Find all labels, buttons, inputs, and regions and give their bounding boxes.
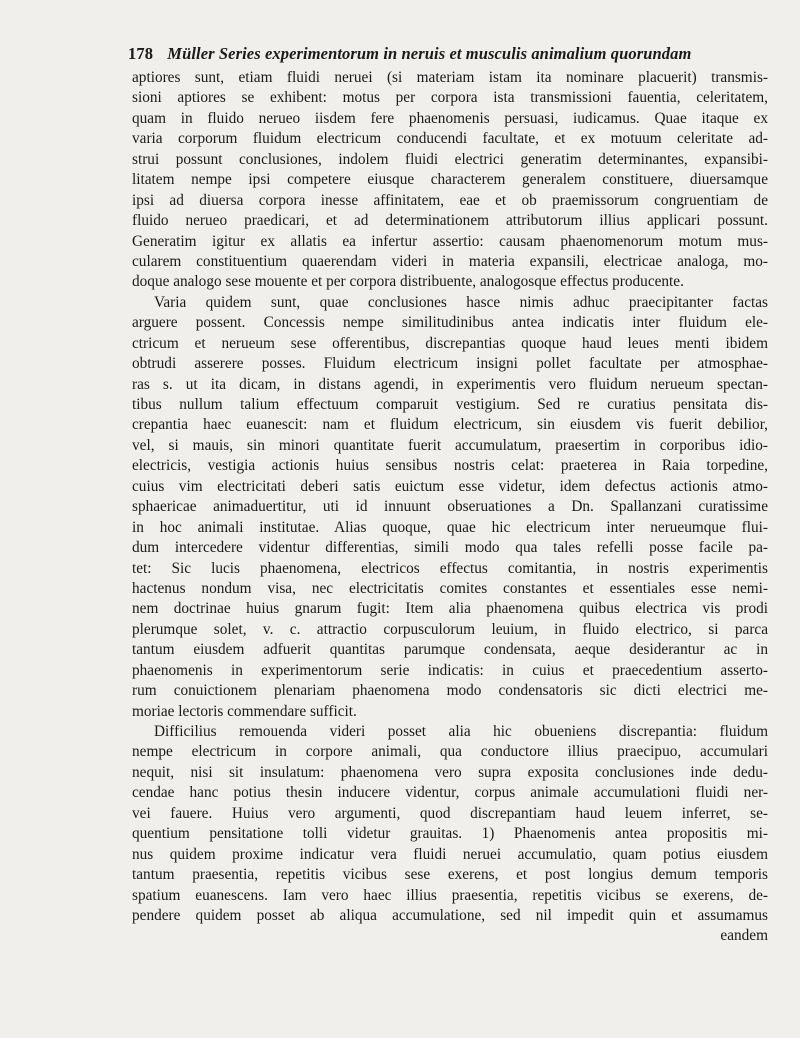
- text-line: Difficilius remouenda videri posset alia hic obueniens discrepantia: fluidum: [154, 723, 768, 740]
- text-line: nus quidem proxime indicatur vera fluidi neruei accumulatio, quam potius eiusdem: [132, 845, 768, 863]
- page-header: [128, 44, 758, 64]
- text-line: Generatim igitur ex allatis ea infertur assertio: causam phaenomenorum motum mus-: [132, 232, 768, 250]
- text-line: ctricum et nerueum sese offerentibus, discrepantias quoque haud leues menti ibidem: [132, 334, 768, 352]
- paragraph: [132, 722, 768, 926]
- text-line: aptiores sunt, etiam fluidi neruei (si materiam istam ita nominare placuerit) transmis-: [132, 69, 768, 86]
- body-text: [132, 68, 768, 947]
- text-line: cendae hanc potius thesin inducere videntur, corpus animale accumulationi fluidi ner-: [132, 784, 768, 802]
- text-line: cularem constituentium quaerendam videri in materia expansili, electricae analoga, mo-: [132, 252, 768, 270]
- text-line: strui possunt conclusiones, indolem fluidi electrici generatim determinantes, expansibi-: [132, 150, 768, 168]
- text-line: nempe electricum in corpore animali, qua conductore illius praecipuo, accumulari: [132, 743, 768, 761]
- text-line: quam in fluido nerueo iisdem fere phaenomenis persuasi, iudicamus. Quae itaque ex: [132, 109, 768, 127]
- text-line: fluido nerueo praedicari, et ad determinationem attributorum illius applicari possunt.: [132, 212, 768, 230]
- text-line: vel, si mauis, sin minori quantitate fuerit accumulatum, praesertim in corporibus idio-: [132, 436, 768, 454]
- text-line: crepantia haec euanescit: nam et fluidum electricum, sin eiusdem vis fuerit debilior,: [132, 416, 768, 434]
- text-line: spatium euanescens. Iam vero haec illius praesentia, repetitis vicibus se exerens, de-: [132, 886, 768, 904]
- text-line: doque analogo sese mouente et per corpora distribuente, analogosque effectus producente.: [132, 273, 684, 291]
- text-line: tibus nullum talium effectuum comparuit vestigium. Sed re curatius pensitata dis-: [132, 396, 768, 413]
- text-line: cuius vim electricitati deberi satis euictum esse videtur, idem defectus actionis atmo-: [132, 477, 768, 495]
- catchword: eandem: [720, 927, 768, 945]
- text-line: Varia quidem sunt, quae conclusiones hasce nimis adhuc praecipitanter factas: [154, 293, 768, 311]
- text-line: rum conuictionem plenariam phaenomena modo condensatoris sic dicti electrici me-: [132, 682, 768, 700]
- paragraph: [132, 293, 768, 722]
- text-line: dum intercedere videntur differentias, simili modo qua tales refelli posse facile pa-: [132, 539, 768, 557]
- running-title: Müller Series experimentorum in neruis et musculis animalium quorundam: [167, 44, 692, 63]
- text-line: vei fauere. Huius vero argumenti, quod discrepantiam haud leuem inferret, se-: [132, 804, 768, 822]
- text-line: ras s. ut ita dicam, in distans agendi, in experimentis vero fluidum nerueum spectan-: [132, 375, 768, 393]
- text-line: nem doctrinae huius gnarum fugit: Item alia phaenomena quibus electrica vis prodi: [132, 600, 768, 618]
- text-line: sioni aptiores se exhibent: motus per corpora ista transmissioni fauentia, celeritatem,: [132, 89, 768, 107]
- text-line: quentium pensitatione tolli videtur grauitas. 1) Phaenomenis antea propositis mi-: [132, 825, 768, 843]
- text-line: electricis, vestigia actionis huius sensibus nostris celat: praeterea in Raia torpedine,: [132, 457, 768, 475]
- paragraph: [132, 68, 768, 293]
- text-line: litatem nempe ipsi competere eiusque characterem generalem constituere, diuersamque: [132, 171, 768, 189]
- text-line: phaenomenis in experimentorum serie indicatis: in cuius et praecedentium asserto-: [132, 661, 768, 679]
- text-line: hactenus nondum visa, nec electricitatis comites constantes et essentiales esse nemi-: [132, 579, 768, 597]
- text-line: sphaericae animaduertitur, uti id innuunt obseruationes a Dn. Spallanzani curatissime: [132, 498, 768, 516]
- text-line: ipsi ad diuersa corpora inesse affinitatem, eae et ob praemissorum congruentiam de: [132, 191, 768, 209]
- text-line: tet: Sic lucis phaenomena, electricos effectus comitantia, in nostris experimentis: [132, 559, 768, 577]
- text-line: nequit, nisi sit insulatum: phaenomena vero supra exposita conclusiones inde dedu-: [132, 763, 768, 781]
- text-line: pendere quidem posset ab aliqua accumulatione, sed nil impedit quin et assumamus: [132, 906, 768, 924]
- text-line: obtrudi asserere posses. Fluidum electricum insigni pollet facultate per atmosphae-: [132, 355, 768, 373]
- text-line: arguere possent. Concessis nempe similitudinibus antea indicatis inter fluidum ele-: [132, 314, 768, 332]
- text-line: tantum praesentia, repetitis vicibus sese exerens, et post longius demum temporis: [132, 866, 768, 884]
- text-line: moriae lectoris commendare sufficit.: [132, 702, 357, 720]
- text-line: in hoc animali institutae. Alias quoque, quae hic electricum inter nerueumque flui-: [132, 518, 768, 536]
- text-line: varia corporum fluidum electricum conducendi facultate, et ex motuum celeritate ad-: [132, 130, 768, 148]
- text-line: plerumque solet, v. c. attractio corpusculorum leuium, in fluido electrico, si parca: [132, 620, 768, 638]
- text-line: tantum eiusdem adfuerit quantitas parumque condensata, aeque desiderantur ac in: [132, 641, 768, 659]
- page-number: 178: [128, 44, 154, 63]
